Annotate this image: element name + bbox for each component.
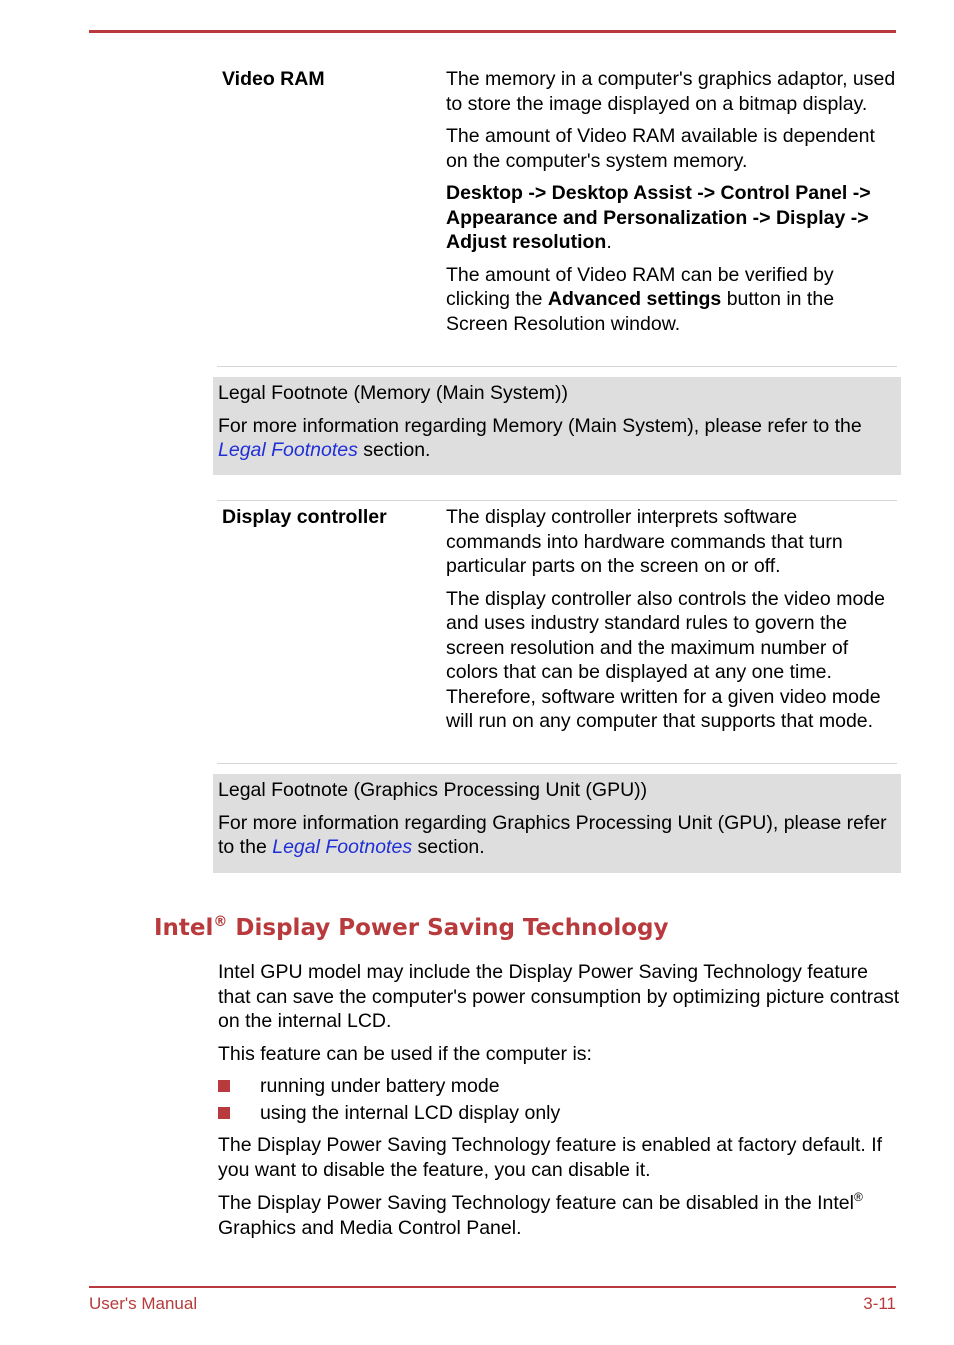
section-paragraph-4 [218, 1191, 904, 1240]
registered-mark: ® [853, 1190, 863, 1204]
term-display-controller: Display controller [222, 506, 387, 528]
bullet-square-icon [218, 1107, 230, 1119]
list-item-text: using the internal LCD display only [260, 1101, 561, 1124]
list-item-text: running under battery mode [260, 1075, 500, 1097]
video-ram-paragraph-4 [446, 263, 896, 337]
section-body [218, 960, 904, 1248]
top-rule [89, 30, 896, 33]
footnote-memory-text-after: section. [357, 439, 431, 461]
bottom-rule [89, 1286, 896, 1288]
video-ram-p4-before: The amount of Video RAM can be verified by clicking the [446, 263, 834, 310]
footnote-gpu-text [218, 811, 895, 860]
display-controller-paragraph-1: The display controller interprets software commands into hardware commands that turn particular parts on the screen on or off. [446, 506, 843, 577]
section-paragraph-2: This feature can be used if the computer is: [218, 1042, 592, 1065]
legal-footnote-memory [213, 377, 901, 475]
section-paragraph-1: Intel GPU model may include the Display Power Saving Technology feature that can save the computer's power consumption by optimizing picture contrast on the internal LCD. [218, 961, 900, 1032]
footnote-gpu-text-before: For more information regarding Graphics Processing Unit (GPU), please refer to the [218, 811, 887, 858]
video-ram-path-bold: Desktop -> Desktop Assist -> Control Panel -> Appearance and Personalization -> Display -> Adjust resolution [446, 182, 871, 253]
bullet-square-icon [218, 1080, 230, 1092]
list-item [218, 1101, 904, 1126]
table-top-divider [217, 500, 897, 501]
row-divider [217, 366, 897, 367]
video-ram-paragraph-2: The amount of Video RAM available is dependent on the computer's system memory. [446, 125, 875, 172]
footer-page-number: 3-11 [863, 1294, 896, 1313]
legal-footnotes-link[interactable]: Legal Footnotes [272, 836, 413, 858]
condition-list [218, 1074, 904, 1125]
footnote-memory-title: Legal Footnote (Memory (Main System)) [218, 382, 569, 404]
heading-rest: Display Power Saving Technology [227, 915, 669, 941]
video-ram-paragraph-1: The memory in a computer's graphics adaptor, used to store the image displayed on a bitmap display. [446, 68, 896, 115]
legal-footnote-gpu [213, 774, 901, 873]
advanced-settings-bold: Advanced settings [547, 288, 722, 310]
heading-registered-mark: ® [213, 914, 228, 930]
desc-display-controller [446, 505, 896, 734]
heading-intel: Intel [154, 915, 214, 941]
display-controller-paragraph-2: The display controller also controls the video mode and uses industry standard rules to govern the screen resolution and the maximum number of colors that can be displayed at any one time. Therefore, software written for a given video mode will run on any computer that supports that mode. [446, 587, 885, 732]
footnote-memory-text-before: For more information regarding Memory (Main System), please refer to the [218, 414, 862, 437]
footnote-memory-text [218, 414, 895, 463]
legal-footnotes-link[interactable]: Legal Footnotes [218, 439, 358, 461]
video-ram-p4-after: button in the Screen Resolution window. [446, 288, 835, 335]
desc-video-ram [446, 67, 896, 336]
section-p4-before: The Display Power Saving Technology feature can be disabled in the Intel [218, 1192, 854, 1214]
footer-manual-title: User's Manual [89, 1294, 198, 1313]
section-p4-after: Graphics and Media Control Panel. [218, 1216, 522, 1239]
footnote-gpu-title: Legal Footnote (Graphics Processing Unit (GPU)) [218, 779, 648, 801]
video-ram-path-end: . [606, 231, 612, 253]
term-video-ram: Video RAM [222, 68, 325, 90]
video-ram-path [446, 181, 896, 255]
section-paragraph-3: The Display Power Saving Technology feature is enabled at factory default. If you want to disable the feature, you can disable it. [218, 1134, 883, 1181]
list-item [218, 1074, 904, 1099]
row-divider [217, 763, 897, 764]
section-heading [154, 911, 668, 945]
footnote-gpu-text-after: section. [412, 836, 485, 858]
